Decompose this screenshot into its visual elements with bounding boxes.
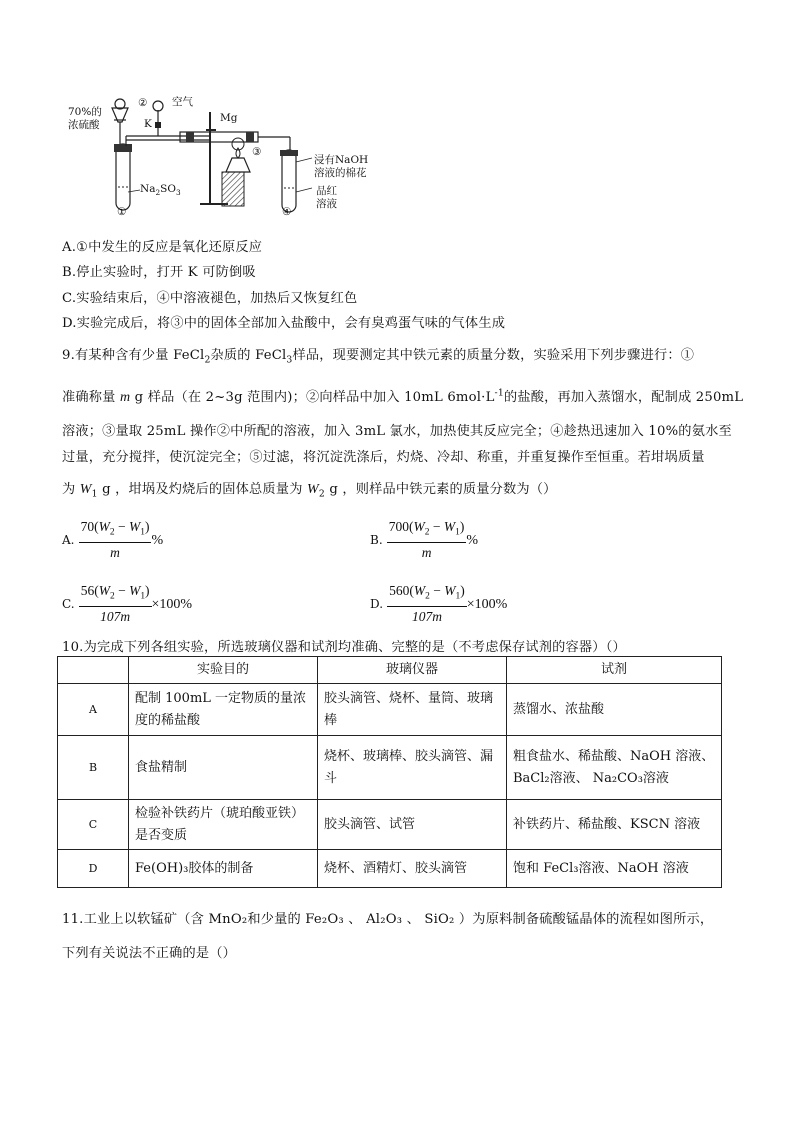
q11-line-1: 11.工业上以软锰矿（含 MnO₂和少量的 Fe₂O₃ 、 Al₂O₃ 、 SiO₂ ）为原料制备硫酸锰晶体的流程如图所示，	[62, 912, 714, 927]
q9-option-c-fraction: $\frac{56(W_2 - W_1)}{107m}$	[80, 583, 150, 624]
row-reagent: 饱和 FeCl₃溶液、NaOH 溶液	[507, 850, 722, 888]
q8-option-a: A.①中发生的反应是氧化还原反应	[62, 240, 263, 255]
q8-option-b: B.停止实验时，打开 K 可防倒吸	[62, 265, 256, 280]
q9-line-2: 准确称量 m g 样品（在 2~3g 范围内)；②向样品中加入 10mL $6mol\cdot L^{-1}$的盐酸，再加入蒸馏水，配制成 250mL	[62, 387, 744, 405]
acid-label-2: 浓硫酸	[68, 119, 100, 131]
q9-option-c: C. $\frac{56(W_2 - W_1)}{107m}$ ×100%	[62, 582, 192, 627]
header-id	[58, 657, 129, 684]
row-purpose: 食盐精制	[129, 736, 318, 800]
row-id: B	[58, 736, 129, 800]
q9-line-3: 溶液；③量取 25mL 操作②中所配的溶液，加入 3mL 氯水，加热使其反应完全；④趁热迅速加入 10%的氨水至	[62, 424, 732, 439]
q9-option-b-fraction: $\frac{700(W_2 - W_1)}{m}$	[388, 519, 465, 560]
q9-option-d-fraction: $\frac{560(W_2 - W_1)}{107m}$	[389, 583, 465, 624]
air-label: 空气	[172, 96, 193, 108]
header-purpose: 实验目的	[129, 657, 318, 684]
q9-option-b: B. $\frac{700(W_2 - W_1)}{m}$ %	[370, 518, 478, 563]
q9-line-5: 为 $W_1$ g ，坩埚及灼烧后的固体总质量为 $W_2$ g ，则样品中铁元素的质量分数为（）	[62, 482, 557, 500]
header-glass: 玻璃仪器	[318, 657, 507, 684]
row-glass: 胶头滴管、烧杯、量筒、玻璃棒	[318, 684, 507, 736]
q9-line-1: 9.有某种含有少量 FeCl$_2$杂质的 FeCl$_3$样品，现要测定其中铁元素的质量分数，实验采用下列步骤进行：①	[62, 348, 695, 366]
row-id: D	[58, 850, 129, 888]
naoh-label-1: 浸有NaOH	[314, 154, 369, 166]
row-purpose: Fe(OH)₃胶体的制备	[129, 850, 318, 888]
na2so3-label: $Na_2SO_3$	[140, 183, 181, 198]
circle-2-label: ②	[138, 97, 148, 109]
acid-label-1: 70%的	[68, 106, 102, 118]
table-row	[58, 850, 722, 888]
circle-4-label: ④	[282, 206, 292, 218]
row-reagent: 蒸馏水、浓盐酸	[507, 684, 722, 736]
q10-question: 10.为完成下列各组实验，所选玻璃仪器和试剂均准确、完整的是（不考虑保存试剂的容器）（）	[62, 640, 626, 655]
row-glass: 胶头滴管、试管	[318, 800, 507, 850]
q9-option-a-fraction: $\frac{70(W_2 - W_1)}{m}$	[80, 519, 150, 560]
red-label-1: 品红	[316, 185, 337, 197]
row-purpose: 配制 100mL 一定物质的量浓度的稀盐酸	[129, 684, 318, 736]
row-glass: 烧杯、酒精灯、胶头滴管	[318, 850, 507, 888]
row-id: A	[58, 684, 129, 736]
red-label-2: 溶液	[316, 198, 337, 210]
q9-line-4: 过量，充分搅拌，使沉淀完全；⑤过滤，将沉淀洗涤后，灼烧、冷却、称重，并重复操作至恒重。若坩埚质量	[62, 450, 705, 465]
q10-table	[57, 656, 722, 888]
table-header-row	[58, 657, 722, 684]
table-row	[58, 800, 722, 850]
q8-option-d: D.实验完成后，将③中的固体全部加入盐酸中，会有臭鸡蛋气味的气体生成	[62, 316, 506, 331]
k-label: K	[144, 118, 152, 130]
table-row	[58, 736, 722, 800]
circle-1-label: ①	[117, 206, 127, 218]
table-row	[58, 684, 722, 736]
q11-line-2: 下列有关说法不正确的是（）	[62, 946, 237, 961]
header-reagent: 试剂	[507, 657, 722, 684]
row-reagent: 粗食盐水、稀盐酸、NaOH 溶液、 BaCl₂溶液、 Na₂CO₃溶液	[507, 736, 722, 800]
circle-3-label: ③	[252, 146, 262, 158]
mg-label: Mg	[220, 112, 238, 124]
apparatus-figure	[60, 92, 370, 224]
naoh-label-2: 溶液的棉花	[314, 167, 367, 179]
row-purpose: 检验补铁药片（琥珀酸亚铁）是否变质	[129, 800, 318, 850]
q9-option-a: A. $\frac{70(W_2 - W_1)}{m}$ %	[62, 518, 163, 563]
q9-option-d: D. $\frac{560(W_2 - W_1)}{107m}$ ×100%	[370, 582, 507, 627]
row-glass: 烧杯、玻璃棒、胶头滴管、漏斗	[318, 736, 507, 800]
row-reagent: 补铁药片、稀盐酸、KSCN 溶液	[507, 800, 722, 850]
row-id: C	[58, 800, 129, 850]
q8-option-c: C.实验结束后，④中溶液褪色，加热后又恢复红色	[62, 291, 358, 306]
